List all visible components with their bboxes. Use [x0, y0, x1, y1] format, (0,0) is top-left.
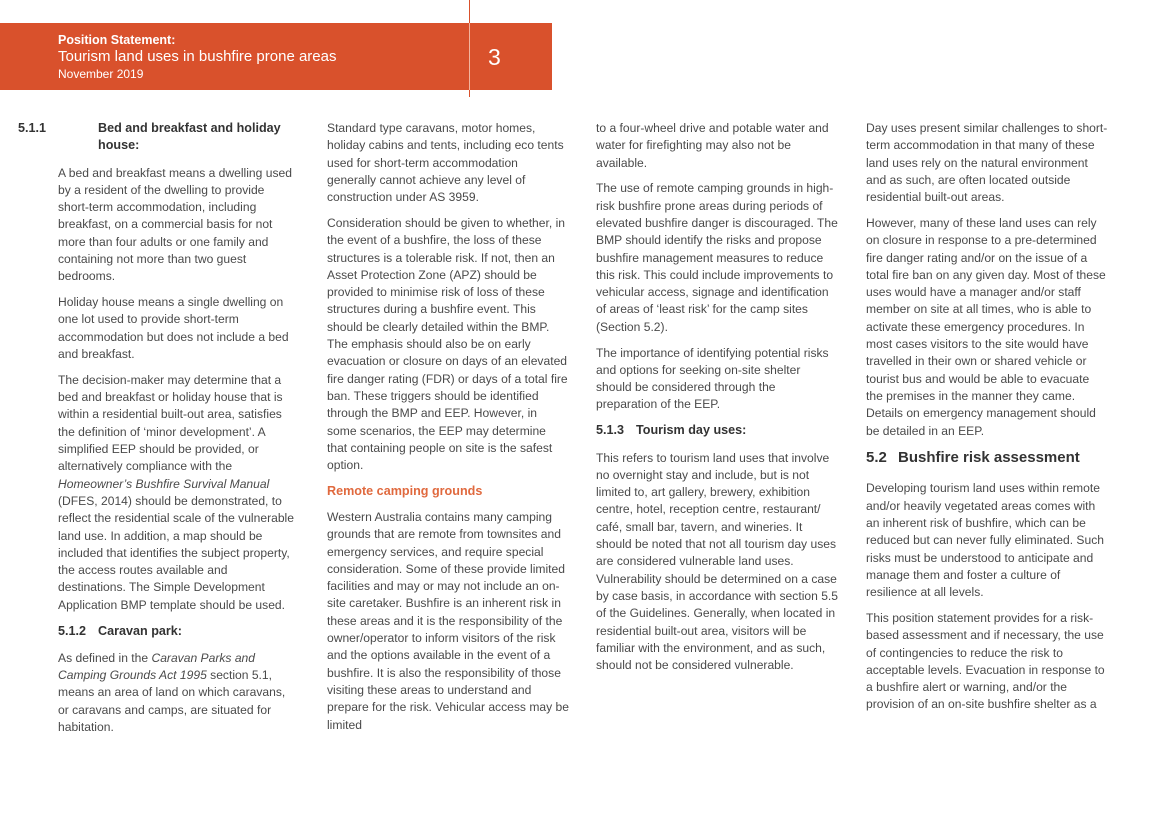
- heading-number: 5.1.1: [18, 121, 47, 135]
- paragraph: A bed and breakfast means a dwelling used by a resident of the dwelling to provide short-term accommodation, including breakfast, on a commercial basis for not more than four adults or one family and containing not more than two guest bedrooms.: [58, 165, 292, 284]
- column-2: [327, 120, 569, 742]
- paragraph: Holiday house means a single dwelling on one lot used to provide short-term accommodation but does not include a bed and breakfast.: [58, 295, 289, 362]
- heading-number: 5.1.3: [596, 423, 625, 438]
- page-number: 3: [488, 44, 501, 70]
- paragraph: to a four-wheel drive and potable water and water for firefighting may also not be available.: [596, 121, 829, 170]
- header-title: Tourism land uses in bushfire prone areas: [58, 48, 337, 65]
- paragraph: Day uses present similar challenges to short-term accommodation in that many of these land uses rely on the natural environment and as such, are often located outside residential built-out areas.: [866, 121, 1108, 205]
- text-run: The decision-maker may determine that a bed and breakfast or holiday house that is within a residential built-out area, satisfies the definition of ‘minor development’. A simplified EEP should be provided, or alternatively compliance with the: [58, 372, 283, 474]
- heading-title: Caravan park:: [98, 623, 182, 638]
- italic-title: Caravan Parks and Camping Grounds Act 1995: [58, 650, 255, 683]
- italic-title: Homeowner’s Bushfire Survival Manual: [58, 476, 270, 491]
- paragraph: This refers to tourism land uses that involve no overnight stay and include, but is not limited to, art gallery, brewery, exhibition centre, hotel, reception centre, restaurant/ café, small bar, tavern, and wineries. It should be noted that not all tourism day uses are considered vulnerable land uses. Vulnerability should be determined on a case by case basis, in accordance with section 5.5 of the Guidelines. Generally, when located in residential built-out area, visitors will be familiar with the environment, and as such, should not be considered vulnerable.: [596, 450, 839, 673]
- column-1: [18, 120, 298, 745]
- paragraph: This position statement provides for a risk-based assessment and if necessary, the use of contingencies to reduce the risk to acceptable levels. Evacuation in response to a bushfire alert or warning, and/or the provision of an on-site bushfire shelter as a: [866, 610, 1105, 712]
- heading-5-2: [866, 448, 1108, 468]
- paragraph: The importance of identifying potential risks and options for seeking on-site shelter should be considered through the preparation of the EEP.: [596, 345, 829, 412]
- paragraph: Consideration should be given to whether, in the event of a bushfire, the loss of these structures is a tolerable risk. If not, then an Asset Protection Zone (APZ) should be provided to minimise risk of loss of these structures during a bushfire event. This should be clearly detailed within the BMP. The emphasis should also be on early evacuation or closure on days of an elevated fire danger rating (FDR) or days of a total fire ban. These triggers should be identified through the BMP and EEP. However, in some scenarios, the EEP may determine that containing people on site is the safest option.: [327, 215, 568, 473]
- heading-5-1-1: [18, 120, 298, 155]
- heading-title: Bed and breakfast and holiday house:: [98, 121, 281, 153]
- heading-title: Tourism day uses:: [636, 423, 747, 438]
- paragraph: [58, 372, 298, 614]
- paragraph: [58, 650, 298, 736]
- heading-number: 5.1.2: [58, 623, 87, 638]
- heading-remote-camping: Remote camping grounds: [327, 483, 483, 498]
- paragraph: However, many of these land uses can rely on closure in response to a pre-determined fire danger rating and/or on the issue of a total fire ban on any given day. Most of these uses would have a manager and/or staff member on site at all times, who is able to activate these emergency procedures. In most cases visitors to the site would have travelled in their own or shared vehicle or tourist bus and would be able to evacuate the premises in the manner they came. Details on emergency management should be detailed in an EEP.: [866, 215, 1106, 438]
- header-divider-inner: [469, 23, 470, 90]
- header-date: November 2019: [58, 67, 144, 81]
- heading-title: Bushfire risk assessment: [898, 449, 1080, 467]
- header-label: Position Statement:: [58, 33, 176, 47]
- heading-5-1-2: [58, 623, 298, 640]
- paragraph: The use of remote camping grounds in high-risk bushfire prone areas during periods of elevated bushfire danger is discouraged. The BMP should identify the risks and propose bushfire management measures to reduce this risk. This could include improvements to vehicular access, signage and identification of areas of ‘least risk’ for the camp sites (Section 5.2).: [596, 181, 838, 334]
- text-run: As defined in the: [58, 650, 152, 665]
- text-run: (DFES, 2014) should be demonstrated, to reflect the residential scale of the vulnerable land use. In addition, a map should be included that identifies the subject property, the access routes available and destinations. The Simple Development Application BMP template should be used.: [58, 493, 294, 612]
- heading-number: 5.2: [866, 449, 887, 467]
- heading-5-1-3: [596, 422, 838, 439]
- column-3: [596, 120, 838, 683]
- paragraph: Standard type caravans, motor homes, holiday cabins and tents, including eco tents used for short-term accommodation generally cannot achieve any level of construction under AS 3959.: [327, 121, 564, 205]
- text-run: section 5.1, means an area of land on which caravans, or caravans and camps, are situated for habitation.: [58, 668, 286, 734]
- column-4: [866, 120, 1108, 722]
- paragraph: Western Australia contains many camping grounds that are remote from townsites and emergency services, and require special consideration. Some of these provide limited facilities and may or may not include an on-site caretaker. Bushfire is an inherent risk in these areas and it is the responsibility of the owner/operator to inform visitors of the risk and the options available in the event of a bushfire. It is also the responsibility of those visiting these areas to understand and prepare for the risk. Vehicular access may be limited: [327, 509, 569, 732]
- paragraph: Developing tourism land uses within remote and/or heavily vegetated areas comes with an inherent risk of bushfire, which can be reduced but can never fully eliminated. Such risks must be understood to anticipate and manage them and foster a culture of resilience at all levels.: [866, 481, 1104, 600]
